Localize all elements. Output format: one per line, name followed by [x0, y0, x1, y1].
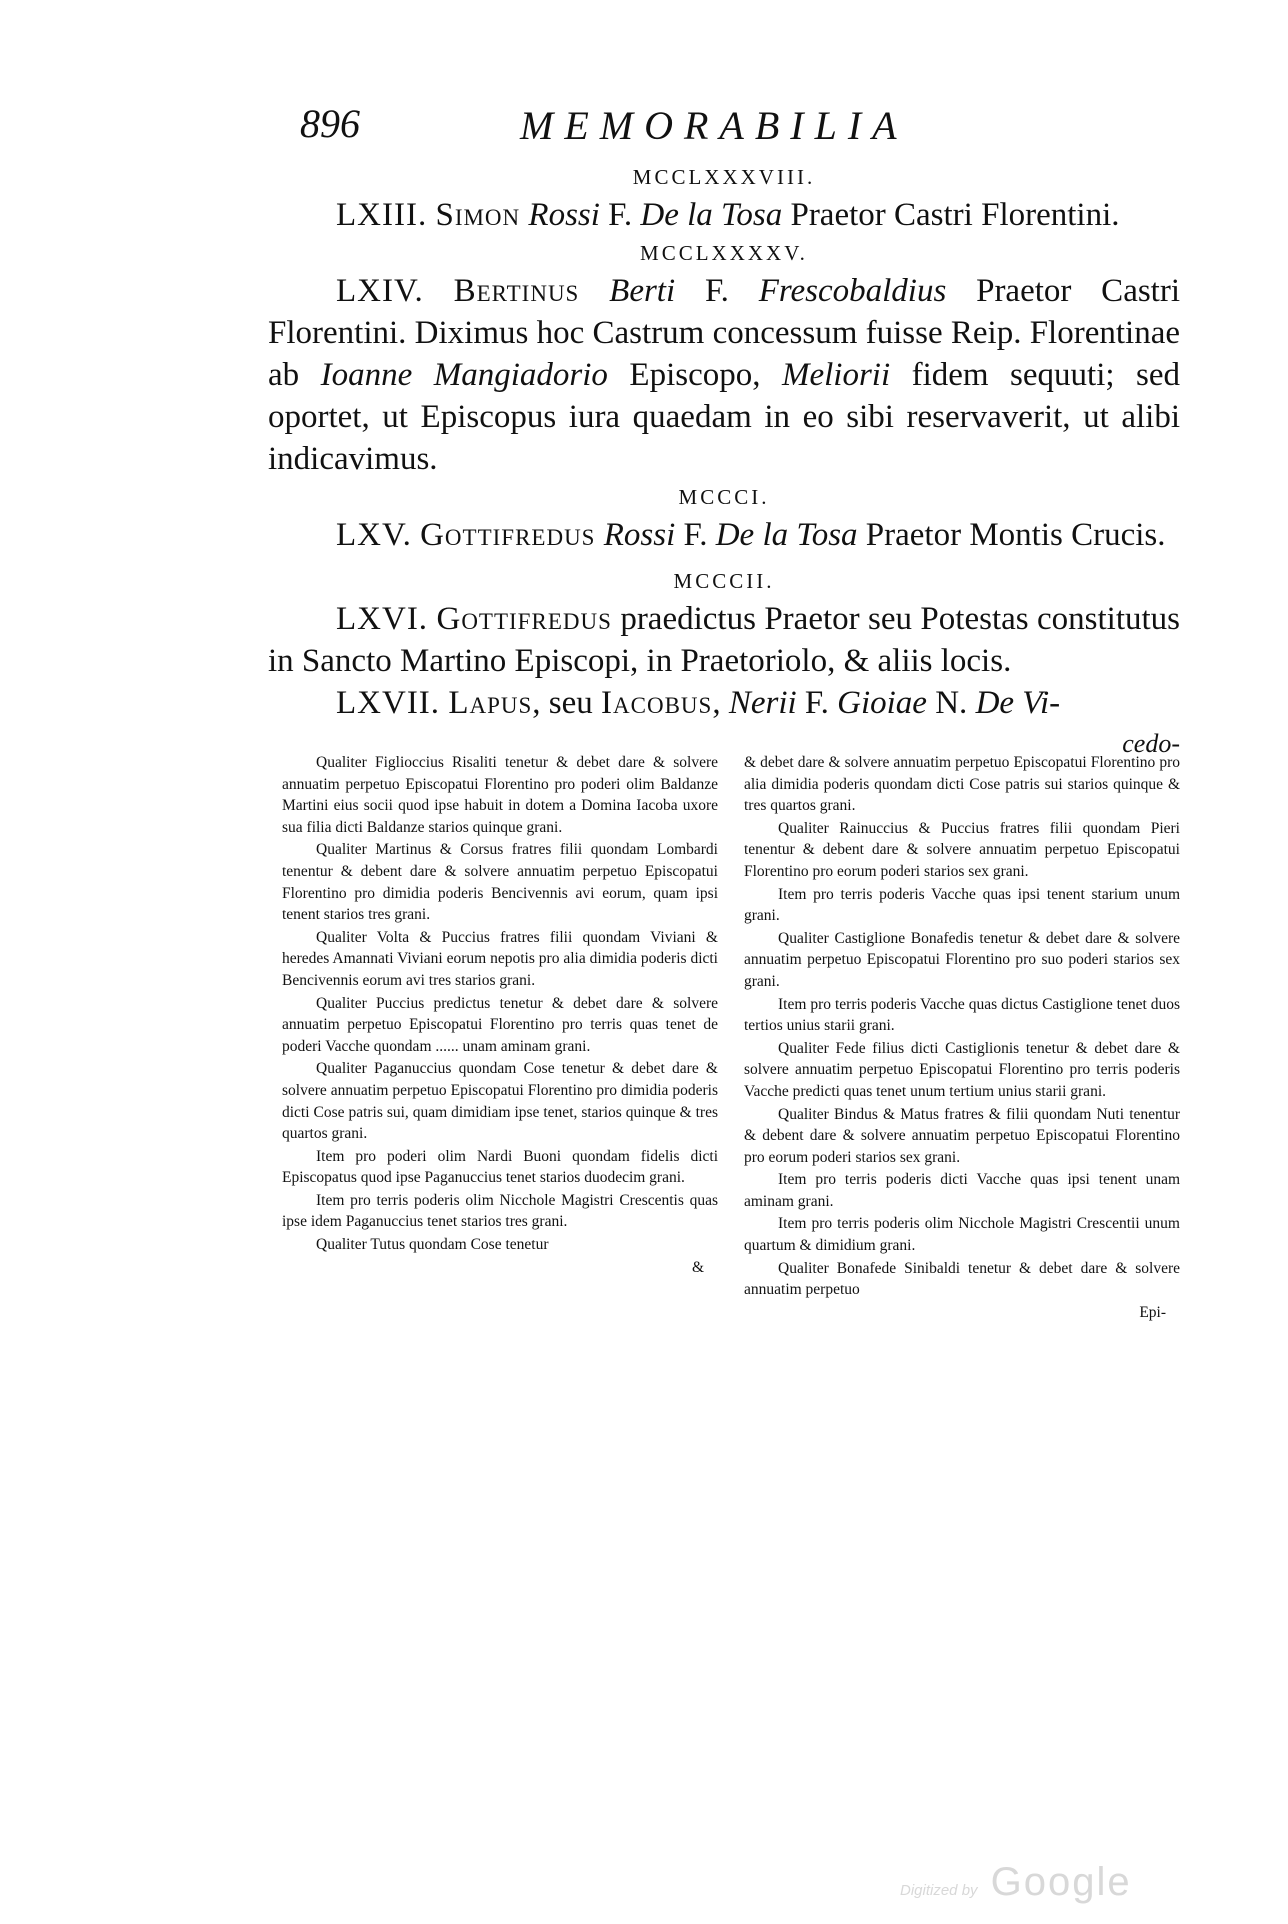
- catchword: cedo-: [1122, 729, 1180, 758]
- paragraph: Qualiter Castiglione Bonafedis tenetur & debet dare & solvere annuatim perpetuo Episcopatui Florentino pro suo poderi starios sex grani.: [744, 929, 1180, 990]
- main-text: [268, 160, 1180, 760]
- page-header: [300, 100, 1180, 150]
- entry-text: De la Tosa: [715, 517, 858, 553]
- entry-text: De Vi-: [975, 685, 1061, 721]
- entry-lxv: [268, 514, 1180, 556]
- column-catchword: Epi-: [1139, 1303, 1166, 1321]
- paragraph-continuation: & debet dare & solvere annuatim perpetuo Episcopatui Florentino pro alia dimidia poderis quondam dicti Cose patris sui starios quinque & tres quartos grani.: [744, 754, 1180, 815]
- entry-text: Praetor Montis Crucis.: [865, 517, 1166, 553]
- entry-text: De la Tosa: [640, 197, 783, 233]
- entry-text: N.: [935, 685, 968, 721]
- right-column: [744, 752, 1180, 1323]
- entry-text: , seu: [532, 685, 593, 721]
- entry-lxiv: [268, 270, 1180, 480]
- entry-text: Nerii: [728, 685, 797, 721]
- person-name: Gottifredus: [420, 517, 596, 553]
- digitization-watermark: [900, 1860, 1132, 1905]
- person-name: Iacobus: [601, 685, 713, 721]
- running-title: MEMORABILIA: [520, 103, 908, 148]
- left-column: [282, 752, 718, 1278]
- entry-text: F.: [804, 685, 829, 721]
- paragraph: Qualiter Volta & Puccius fratres filii quondam Viviani & heredes Amannati Viviani eorum nepotis pro alia dimidia poderis dicti Bencivennis eorum avi tres starios grani.: [282, 928, 718, 989]
- entry-text: Rossi: [603, 517, 676, 553]
- entry-text: ,: [712, 685, 721, 721]
- paragraph: Qualiter Bonafede Sinibaldi tenetur & debet dare & solvere annuatim perpetuo: [744, 1259, 1180, 1299]
- entry-text: praedictus Praetor seu Potestas constitutus in Sancto Martino Episcopi, in Praetoriolo, & aliis locis.: [268, 601, 1181, 679]
- entry-text: Meliorii: [781, 357, 891, 393]
- paragraph: Qualiter Bindus & Matus fratres & filii quondam Nuti tenentur & debent dare & solvere annuatim perpetuo Episcopatui Florentino pro eorum poderi starios sex grani.: [744, 1105, 1180, 1166]
- entry-number: LXV.: [336, 517, 412, 553]
- entry-text: Episcopo,: [629, 357, 761, 393]
- watermark-brand: Google: [990, 1860, 1132, 1904]
- entry-lxvi: [268, 598, 1180, 682]
- person-name: Gottifredus: [436, 601, 612, 637]
- paragraph: Item pro poderi olim Nardi Buoni quondam fidelis dicti Episcopatus quod ipse Paganuccius tenet starios duodecim grani.: [282, 1147, 718, 1187]
- paragraph: Item pro terris poderis Vacche quas ipsi tenent starium unum grani.: [744, 885, 1180, 925]
- paragraph: Item pro terris poderis Vacche quas dictus Castiglione tenet duos tertios unius starii grani.: [744, 995, 1180, 1035]
- entry-text: Praetor Castri Florentini.: [790, 197, 1120, 233]
- entry-lxvii: [268, 682, 1180, 724]
- person-name: Lapus: [448, 685, 533, 721]
- watermark-prefix: Digitized by: [900, 1882, 978, 1899]
- paragraph: Qualiter Puccius predictus tenetur & debet dare & solvere annuatim perpetuo Episcopatui Florentino pro terris quas tenet de poderi Vacche quondam ...... unam aminam grani.: [282, 994, 718, 1055]
- entry-number: LXIII.: [336, 197, 428, 233]
- entry-text: fidem sequuti; sed oportet, ut Episcopus iura quaedam in eo sibi reservaverit, ut alibi indicavimus.: [268, 357, 1181, 477]
- entry-text: F.: [704, 273, 729, 309]
- year-heading: MCCCI.: [678, 485, 770, 509]
- paragraph: Item pro terris poderis dicti Vacche quas ipsi tenent unam aminam grani.: [744, 1171, 1180, 1210]
- entry-text: F.: [608, 197, 633, 233]
- person-name: Bertinus: [453, 273, 580, 309]
- paragraph: Qualiter Tutus quondam Cose tenetur: [316, 1236, 549, 1254]
- entry-text: Gioiae: [837, 685, 927, 721]
- year-heading: MCCLXXXXV.: [640, 241, 808, 265]
- entry-text: Praetor Castri Florentini. Diximus hoc Castrum concessum fuisse Reip. Florentinae ab: [268, 273, 1181, 393]
- column-catchword: &: [691, 1258, 704, 1276]
- entry-text: Ioanne Mangiadorio: [320, 357, 608, 393]
- year-heading: MCCCII.: [673, 569, 775, 593]
- entry-lxiii: [268, 194, 1180, 236]
- paragraph: Qualiter Fede filius dicti Castiglionis tenetur & debet dare & solvere annuatim perpetuo Episcopatui Florentino pro terris poderis Vacche predicti quas tenet unum tertium unius starii grani.: [744, 1039, 1180, 1100]
- person-name: Simon: [435, 197, 521, 233]
- page-number: 896: [300, 101, 360, 146]
- entry-number: LXIV.: [336, 273, 424, 309]
- entry-text: Berti: [609, 273, 676, 309]
- paragraph: Qualiter Paganuccius quondam Cose tenetur & debet dare & solvere annuatim perpetuo Episcopatui Florentino pro dimidia poderis dicti Cose patris sui, quam dimidiam ipse tenet, starios quinque & tres quartos grani.: [282, 1060, 718, 1143]
- entry-text: Frescobaldius: [758, 273, 947, 309]
- year-heading: MCCLXXXVIII.: [632, 165, 816, 189]
- entry-number: LXVI.: [336, 601, 429, 637]
- paragraph: Item pro terris poderis olim Nicchole Magistri Crescentii unum quartum & dimidium grani.: [744, 1215, 1180, 1255]
- entry-number: LXVII.: [336, 685, 441, 721]
- entry-text: Rossi: [528, 197, 600, 233]
- paragraph: Qualiter Martinus & Corsus fratres filii quondam Lombardi tenentur & debent dare & solvere annuatim perpetuo Episcopatui Florentino pro dimidia poderis Bencivennis avi eorum, quam ipsi tenent starios tres grani.: [282, 841, 718, 924]
- entry-text: F.: [683, 517, 708, 553]
- paragraph: Qualiter Figlioccius Risaliti tenetur & debet dare & solvere annuatim perpetuo Episcopatui Florentino pro poderi olim Baldanze Martini eius socii quod ipse habuit in dotem a Domina Iacoba uxore sua filia dicti Baldanze starios quinque grani.: [282, 754, 718, 836]
- paragraph: Item pro terris poderis olim Nicchole Magistri Crescentis quas ipse idem Paganuccius tenet starios tres grani.: [282, 1191, 718, 1231]
- paragraph: Qualiter Rainuccius & Puccius fratres filii quondam Pieri tenentur & debent dare & solvere annuatim perpetuo Episcopatui Florentino pro eorum poderi starios sex grani.: [744, 819, 1180, 880]
